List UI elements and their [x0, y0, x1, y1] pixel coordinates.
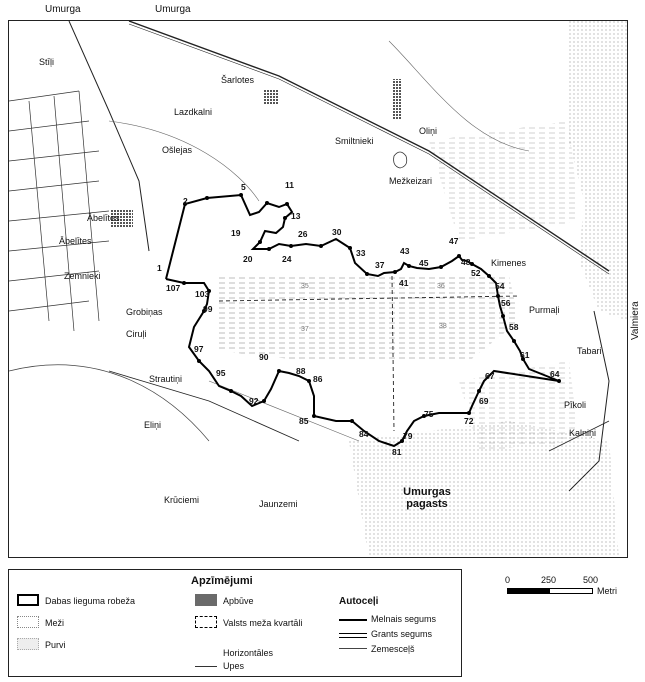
point-107: 107 — [166, 283, 181, 293]
place-purmali: Purmaļi — [529, 305, 560, 315]
legend-bog-symbol — [17, 638, 39, 650]
point-95: 95 — [216, 368, 226, 378]
parish-label-line2: pagasts — [406, 498, 448, 510]
marsh-center — [219, 276, 519, 361]
scale-bar — [505, 575, 635, 605]
building-olini — [392, 79, 402, 119]
point-48: 48 — [461, 257, 471, 267]
scale-0: 0 — [505, 575, 511, 585]
scale-segment-2 — [549, 588, 593, 594]
point-2: 2 — [183, 196, 188, 206]
label-valmiera: Valmiera — [630, 301, 641, 340]
quarter-36: 36 — [437, 283, 445, 290]
point-20: 20 — [243, 254, 253, 264]
parish-label — [392, 486, 462, 510]
point-81: 81 — [392, 447, 402, 457]
legend-river: Upes — [223, 661, 245, 671]
pond — [394, 152, 407, 168]
point-5: 5 — [241, 182, 246, 192]
point-30: 30 — [332, 227, 342, 237]
point-11: 11 — [285, 180, 294, 190]
label-umurga-1: Umurga — [45, 4, 81, 15]
place-jaunzemi: Jaunzemi — [259, 499, 298, 509]
point-56: 56 — [501, 298, 511, 308]
legend-quarter-symbol — [195, 616, 217, 628]
quarter-37: 37 — [301, 326, 309, 333]
point-26: 26 — [298, 229, 308, 239]
point-64: 64 — [550, 369, 560, 379]
point-43: 43 — [400, 246, 410, 256]
field-strips — [9, 91, 109, 331]
place-ciruli: Ciruļi — [126, 329, 147, 339]
road-south — [109, 368, 299, 441]
point-79: 79 — [403, 431, 413, 441]
point-88: 88 — [296, 366, 306, 376]
point-67: 67 — [485, 371, 495, 381]
place-tabari: Tabari — [577, 346, 602, 356]
legend-bog: Purvi — [45, 640, 66, 650]
scale-unit: Metri — [597, 586, 617, 596]
quarter-35: 35 — [301, 283, 309, 290]
point-103: 103 — [195, 289, 210, 299]
point-45: 45 — [419, 258, 429, 268]
point-58: 58 — [509, 322, 519, 332]
point-84: 84 — [359, 429, 369, 439]
place-sarlotes: Šarlotes — [221, 75, 255, 85]
legend-road-dirt: Zemesceļš — [371, 644, 415, 654]
place-oslejas: Ošlejas — [162, 145, 193, 155]
point-24: 24 — [282, 254, 292, 264]
map-frame — [8, 20, 628, 558]
legend-roads-title: Autoceļi — [339, 596, 379, 607]
legend-road-dirt-symbol — [339, 648, 367, 649]
place-abelites-2: Ābelītes — [59, 236, 92, 246]
place-strautini: Strautiņi — [149, 374, 183, 384]
contour-1 — [109, 121, 259, 201]
legend-river-symbol — [195, 666, 217, 667]
point-19: 19 — [231, 228, 241, 238]
point-69: 69 — [479, 396, 489, 406]
place-lazdkalni: Lazdkalni — [174, 107, 213, 117]
legend-road-gravel-symbol — [339, 633, 367, 638]
point-99: 99 — [203, 304, 213, 314]
point-90: 90 — [259, 352, 269, 362]
legend — [8, 569, 462, 677]
place-mezkeizari: Mežkeizari — [389, 176, 433, 186]
point-33: 33 — [356, 248, 366, 258]
point-52: 52 — [471, 268, 481, 278]
place-kruciemi: Krūciemi — [164, 495, 200, 505]
point-47: 47 — [449, 236, 459, 246]
legend-title: Apzīmējumi — [191, 575, 253, 587]
place-pikoli: Pīkoli — [564, 400, 587, 410]
parish-label-line1: Umurgas — [403, 486, 451, 498]
point-41: 41 — [399, 278, 409, 288]
legend-building-symbol — [195, 594, 217, 606]
label-umurga-2: Umurga — [155, 4, 191, 15]
place-grobinas: Grobiņas — [126, 307, 163, 317]
legend-boundary: Dabas lieguma robeža — [45, 596, 136, 606]
point-86: 86 — [313, 374, 323, 384]
point-37: 37 — [375, 260, 385, 270]
scale-250: 250 — [541, 575, 557, 585]
legend-building: Apbūve — [223, 596, 254, 606]
place-kimenes: Kimenes — [491, 258, 527, 268]
legend-road-gravel: Grants segums — [371, 629, 433, 639]
scale-500: 500 — [583, 575, 599, 585]
place-smiltnieki: Smiltnieki — [335, 136, 374, 146]
point-61: 61 — [520, 350, 530, 360]
legend-forest: Meži — [45, 618, 65, 628]
place-zemnieki: Zemnieki — [64, 271, 101, 281]
legend-contours: Horizontāles — [223, 648, 274, 658]
point-1: 1 — [157, 263, 162, 273]
building-sarlotes — [264, 89, 278, 105]
place-kalnini: Kalniņi — [569, 428, 597, 438]
map-canvas — [9, 21, 628, 558]
legend-boundary-symbol — [17, 594, 39, 606]
point-75: 75 — [424, 409, 434, 419]
place-elini: Eliņi — [144, 420, 162, 430]
legend-quarter: Valsts meža kvartāli — [223, 618, 303, 628]
bog-east — [569, 21, 628, 321]
point-54: 54 — [495, 281, 505, 291]
quarter-38: 38 — [439, 323, 447, 330]
legend-forest-symbol — [17, 616, 39, 628]
place-olini: Oliņi — [419, 126, 438, 136]
point-97: 97 — [194, 344, 204, 354]
legend-road-asphalt: Melnais segums — [371, 614, 437, 624]
scale-segment-1 — [507, 588, 551, 594]
legend-road-asphalt-symbol — [339, 619, 367, 621]
point-92: 92 — [249, 396, 259, 406]
marsh-ne — [429, 121, 579, 241]
point-13: 13 — [291, 211, 301, 221]
point-85: 85 — [299, 416, 309, 426]
place-stili: Stīļi — [39, 57, 55, 67]
place-abelites-1: Ābelītes — [87, 213, 120, 223]
point-72: 72 — [464, 416, 474, 426]
